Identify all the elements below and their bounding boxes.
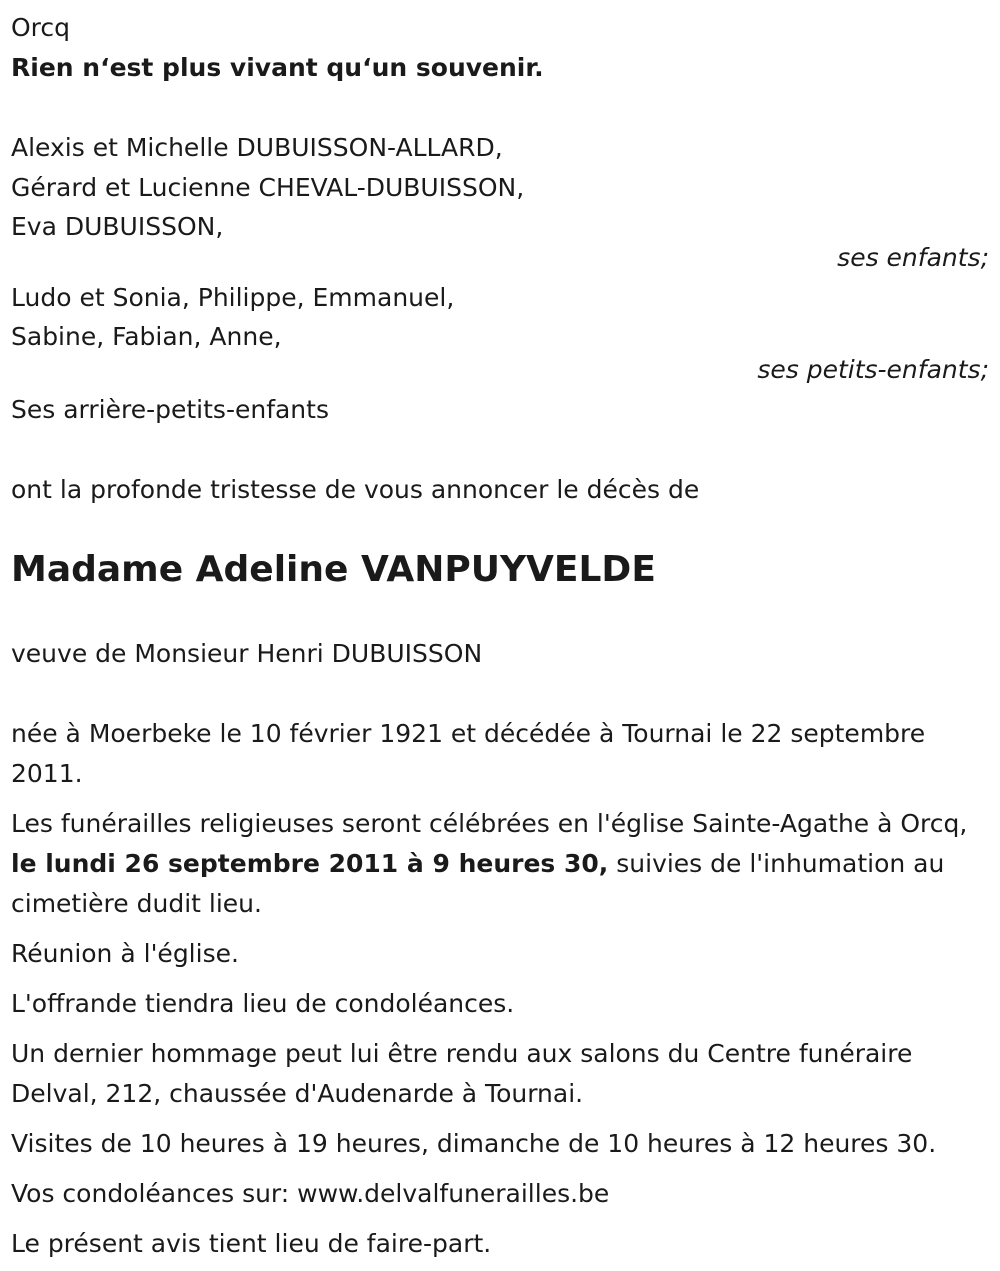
funeral-text: Les funérailles religieuses seront célébrées en l'église Sainte-Agathe à Orcq, (11, 809, 968, 838)
children-block (11, 128, 991, 272)
funeral-date: le lundi 26 septembre 2011 à 9 heures 30, (11, 849, 609, 878)
visits: Visites de 10 heures à 19 heures, dimanche de 10 heures à 12 heures 30. (11, 1129, 937, 1158)
meeting: Réunion à l'église. (11, 939, 239, 968)
great-grandchildren: Ses arrière-petits-enfants (11, 395, 329, 424)
funeral-text-after: suivies de l'inhumation au cimetière dudit lieu. (11, 849, 945, 918)
announcement: ont la profonde tristesse de vous annoncer le décès de (11, 475, 700, 504)
birth-death: née à Moerbeke le 10 février 1921 et décédée à Tournai le 22 septembre 2011. (11, 719, 926, 788)
widow-of: veuve de Monsieur Henri DUBUISSON (11, 639, 483, 668)
funeral-info (11, 804, 991, 924)
grandchild-line: Sabine, Fabian, Anne, (11, 322, 282, 351)
notice: Le présent avis tient lieu de faire-part. (11, 1229, 492, 1258)
condolences-website[interactable]: Vos condoléances sur: www.delvalfunerailles.be (11, 1179, 610, 1208)
grandchild-line: Ludo et Sonia, Philippe, Emmanuel, (11, 283, 455, 312)
child-line: Alexis et Michelle DUBUISSON-ALLARD, (11, 133, 503, 162)
obituary-notice (11, 8, 991, 1264)
child-line: Gérard et Lucienne CHEVAL-DUBUISSON, (11, 173, 525, 202)
offering: L'offrande tiendra lieu de condoléances. (11, 989, 515, 1018)
grandchildren-block (11, 278, 991, 384)
location: Orcq (11, 13, 71, 42)
homage: Un dernier hommage peut lui être rendu aux salons du Centre funéraire Delval, 212, chaussée d'Audenarde à Tournai. (11, 1039, 913, 1108)
grandchildren-label: ses petits-enfants; (757, 355, 989, 384)
children-label: ses enfants; (837, 243, 989, 272)
epigraph: Rien n‘est plus vivant qu‘un souvenir. (11, 53, 544, 82)
child-line: Eva DUBUISSON, (11, 212, 224, 241)
deceased-name: Madame Adeline VANPUYVELDE (11, 549, 656, 590)
